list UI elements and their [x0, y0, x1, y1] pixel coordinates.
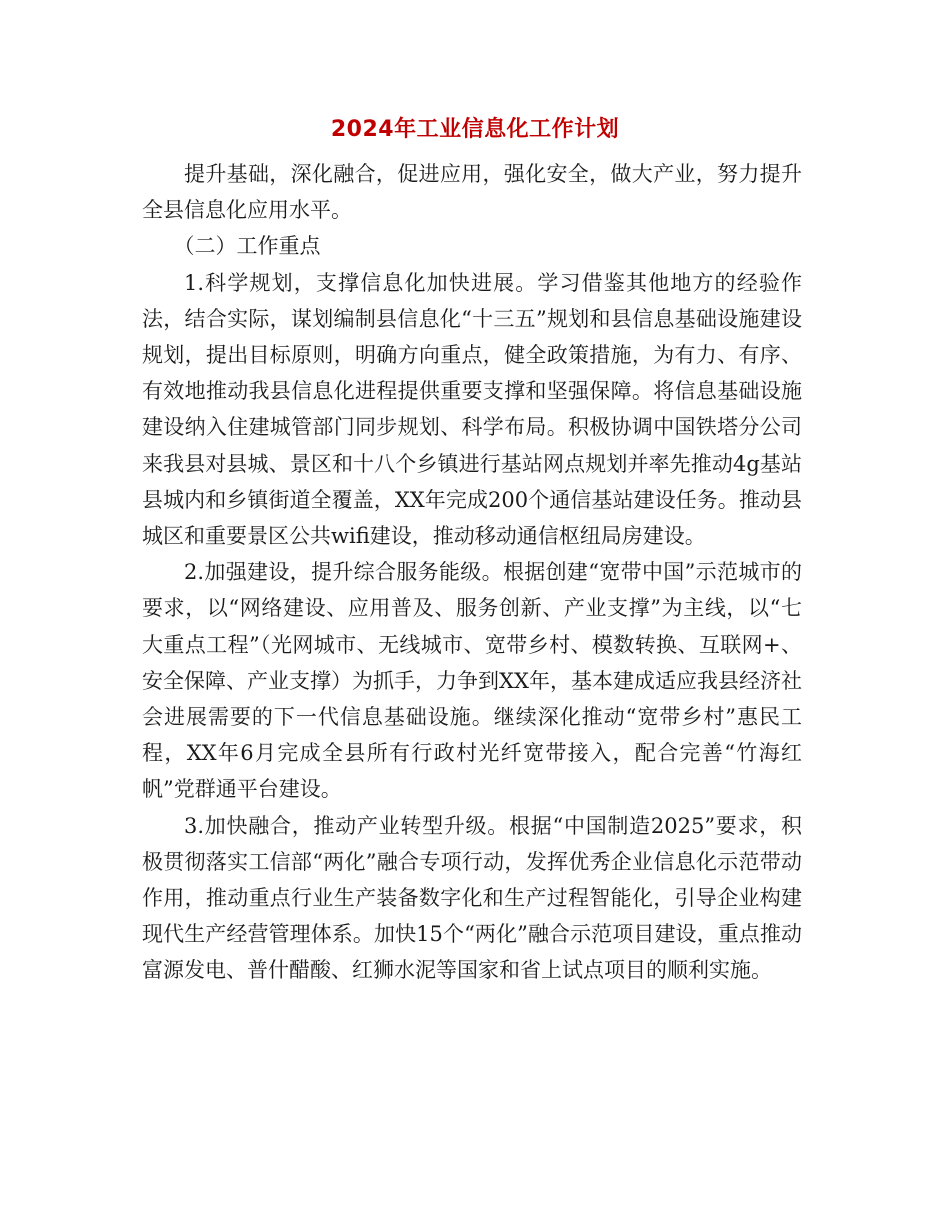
paragraph-item-1: 1.科学规划，支撑信息化加快进展。学习借鉴其他地方的经验作法，结合实际，谋划编制县信息化“十三五”规划和县信息基础设施建设规划，提出目标原则，明确方向重点，健全政策措施，为有力、有序、有效地推动我县信息化进程提供重要支撑和坚强保障。将信息基础设施建设纳入住建城管部门同步规划、科学布局。积极协调中国铁塔分公司来我县对县城、景区和十八个乡镇进行基站网点规划并率先推动4g基站县城内和乡镇街道全覆盖，XX年完成200个通信基站建设任务。推动县城区和重要景区公共wifi建设，推动移动通信枢纽局房建设。 [142, 270, 802, 549]
paragraph-item-2: 2.加强建设，提升综合服务能级。根据创建“宽带中国”示范城市的要求，以“网络建设、应用普及、服务创新、产业支撑”为主线，以“七大重点工程”（光网城市、无线城市、宽带乡村、模数转换、互联网+、安全保障、产业支撑）为抓手，力争到XX年，基本建成适应我县经济社会进展需要的下一代信息基础设施。继续深化推动“宽带乡村”惠民工程，XX年6月完成全县所有行政村光纤宽带接入，配合完善“竹海红帆”党群通平台建设。 [142, 560, 802, 802]
section-heading: （二）工作重点 [173, 234, 321, 259]
paragraph-intro: 提升基础，深化融合，促进应用，强化安全，做大产业，努力提升全县信息化应用水平。 [142, 162, 802, 223]
document-title: 2024年工业信息化工作计划 [330, 117, 620, 142]
document-body [142, 156, 802, 989]
paragraph-item-3: 3.加快融合，推动产业转型升级。根据“中国制造2025”要求，积极贯彻落实工信部“两化”融合专项行动，发挥优秀企业信息化示范带动作用，推动重点行业生产装备数字化和生产过程智能化，引导企业构建现代生产经营管理体系。加快15个“两化”融合示范项目建设，重点推动富源发电、普什醋酸、红狮水泥等国家和省上试点项目的顺利实施。 [142, 813, 802, 983]
